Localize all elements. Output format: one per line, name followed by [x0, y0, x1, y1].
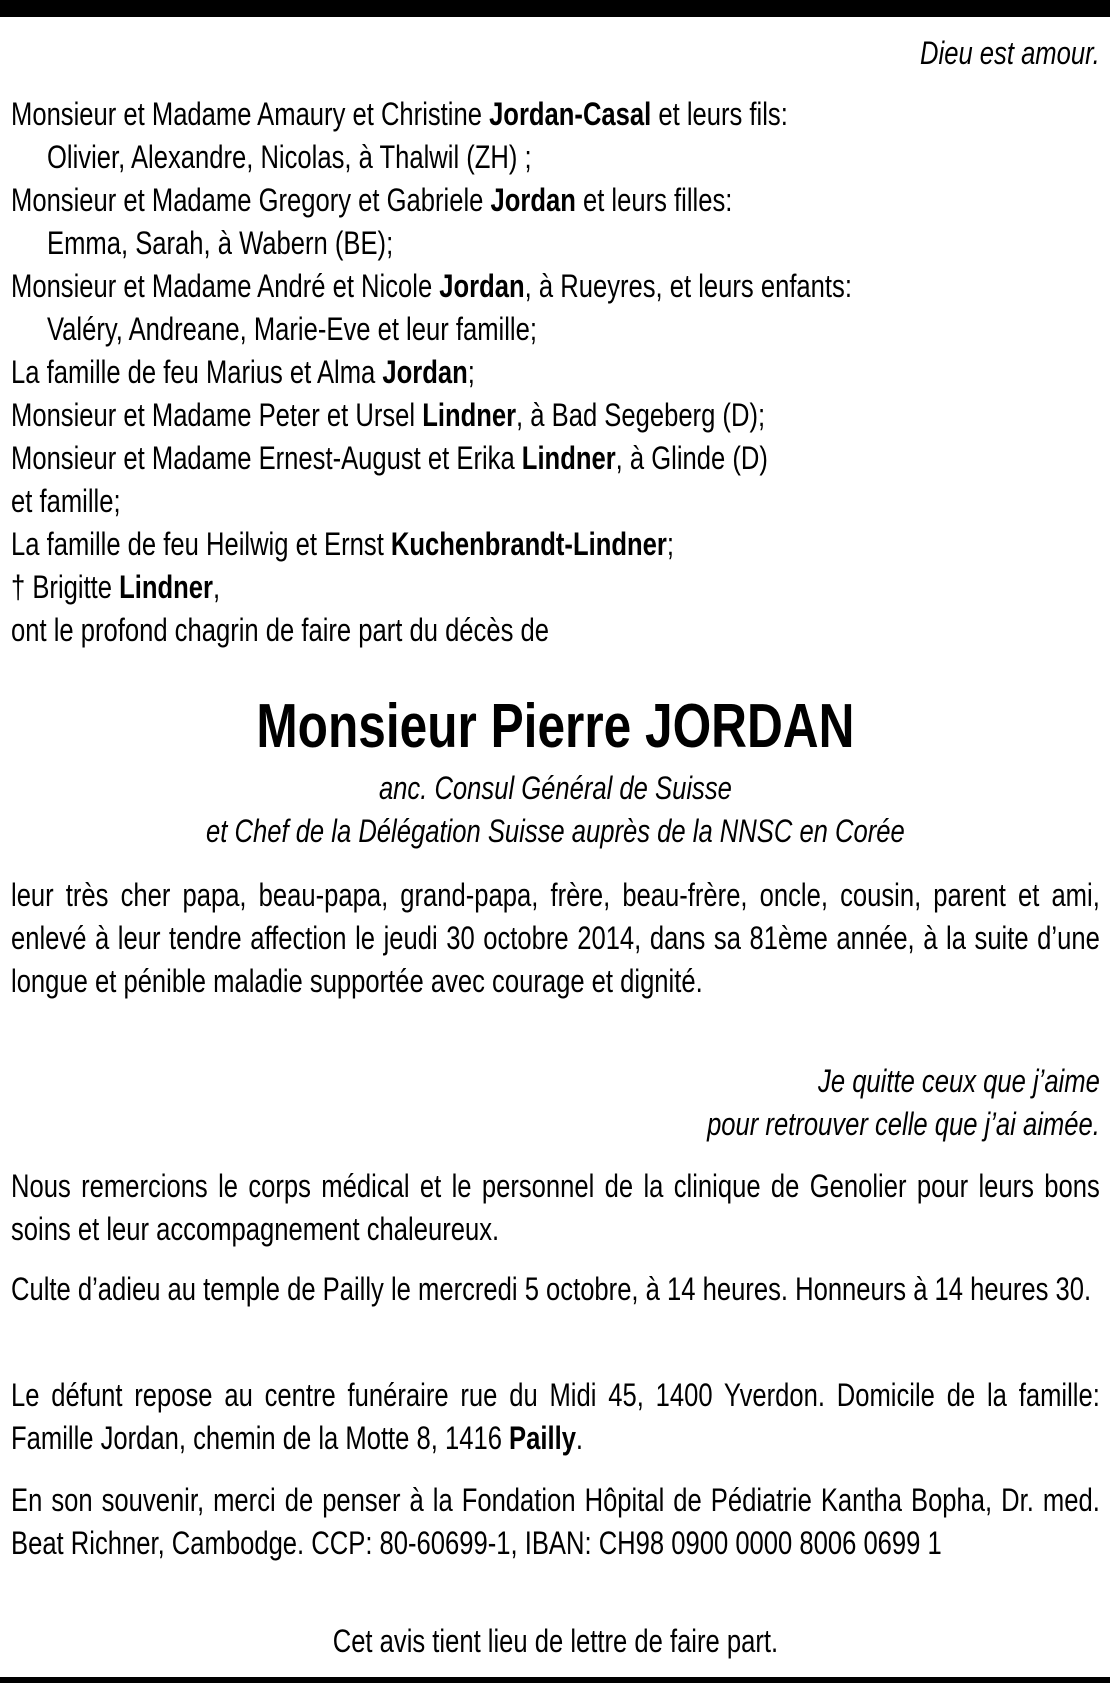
family-line: Monsieur et Madame André et Nicole Jordan, à Rueyres, et leurs enfants:	[11, 268, 852, 304]
deceased-name: Monsieur Pierre JORDAN	[256, 692, 855, 761]
footer-note: Cet avis tient lieu de lettre de faire part.	[332, 1623, 779, 1659]
paragraph-service: Culte d’adieu au temple de Pailly le mercredi 5 octobre, à 14 heures. Honneurs à 14 heures 30.	[11, 1271, 1092, 1307]
top-rule	[0, 0, 1110, 17]
paragraph-donation: En son souvenir, merci de penser à la Fondation Hôpital de Pédiatrie Kantha Bopha, Dr. med. Beat Richner, Cambodge. CCP: 80-60699-1, IBAN: CH98 0900 0000 8006 0699 1	[11, 1482, 1100, 1561]
motto	[11, 32, 1100, 75]
deceased-titles	[11, 767, 1100, 853]
family-line: Monsieur et Madame Gregory et Gabriele Jordan et leurs filles:	[11, 182, 733, 218]
family-line: La famille de feu Heilwig et Ernst Kuchenbrandt-Lindner;	[11, 526, 674, 562]
bottom-rule	[0, 1677, 1110, 1683]
family-line: † Brigitte Lindner,	[11, 569, 221, 605]
family-line: Monsieur et Madame Amaury et Christine Jordan-Casal et leurs fils:	[11, 96, 788, 132]
announce-line: ont le profond chagrin de faire part du décès de	[11, 612, 549, 648]
quote	[11, 1060, 1100, 1146]
family-line: Monsieur et Madame Peter et Ursel Lindner, à Bad Segeberg (D);	[11, 397, 766, 433]
quote-line: pour retrouver celle que j’ai aimée.	[707, 1106, 1100, 1142]
family-subline: et famille;	[11, 483, 121, 519]
family-subline: Olivier, Alexandre, Nicolas, à Thalwil (ZH) ;	[47, 139, 532, 175]
paragraph-thanks: Nous remercions le corps médical et le personnel de la clinique de Genolier pour leurs bons soins et leur accompagnement chaleureux.	[11, 1168, 1100, 1247]
paragraph-rest: Le défunt repose au centre funéraire rue du Midi 45, 1400 Yverdon. Domicile de la famille: Famille Jordan, chemin de la Motte 8, 1416 Pailly.	[11, 1377, 1100, 1456]
quote-line: Je quitte ceux que j’aime	[818, 1063, 1100, 1099]
family-subline: Valéry, Andreane, Marie-Eve et leur famille;	[47, 311, 537, 347]
paragraph-relation: leur très cher papa, beau-papa, grand-papa, frère, beau-frère, oncle, cousin, parent et ami, enlevé à leur tendre affection le jeudi 30 octobre 2014, dans sa 81ème année, à la suite d’une longue et pénible maladie supportée avec courage et dignité.	[11, 877, 1100, 999]
family-line: La famille de feu Marius et Alma Jordan;	[11, 354, 475, 390]
family-subline: Emma, Sarah, à Wabern (BE);	[47, 225, 394, 261]
family-line: Monsieur et Madame Ernest-August et Erika Lindner, à Glinde (D)	[11, 440, 768, 476]
title-line: anc. Consul Général de Suisse	[378, 770, 732, 806]
family-list	[11, 93, 1100, 652]
motto-text: Dieu est amour.	[920, 35, 1100, 71]
title-line: et Chef de la Délégation Suisse auprès de la NNSC en Corée	[206, 813, 905, 849]
